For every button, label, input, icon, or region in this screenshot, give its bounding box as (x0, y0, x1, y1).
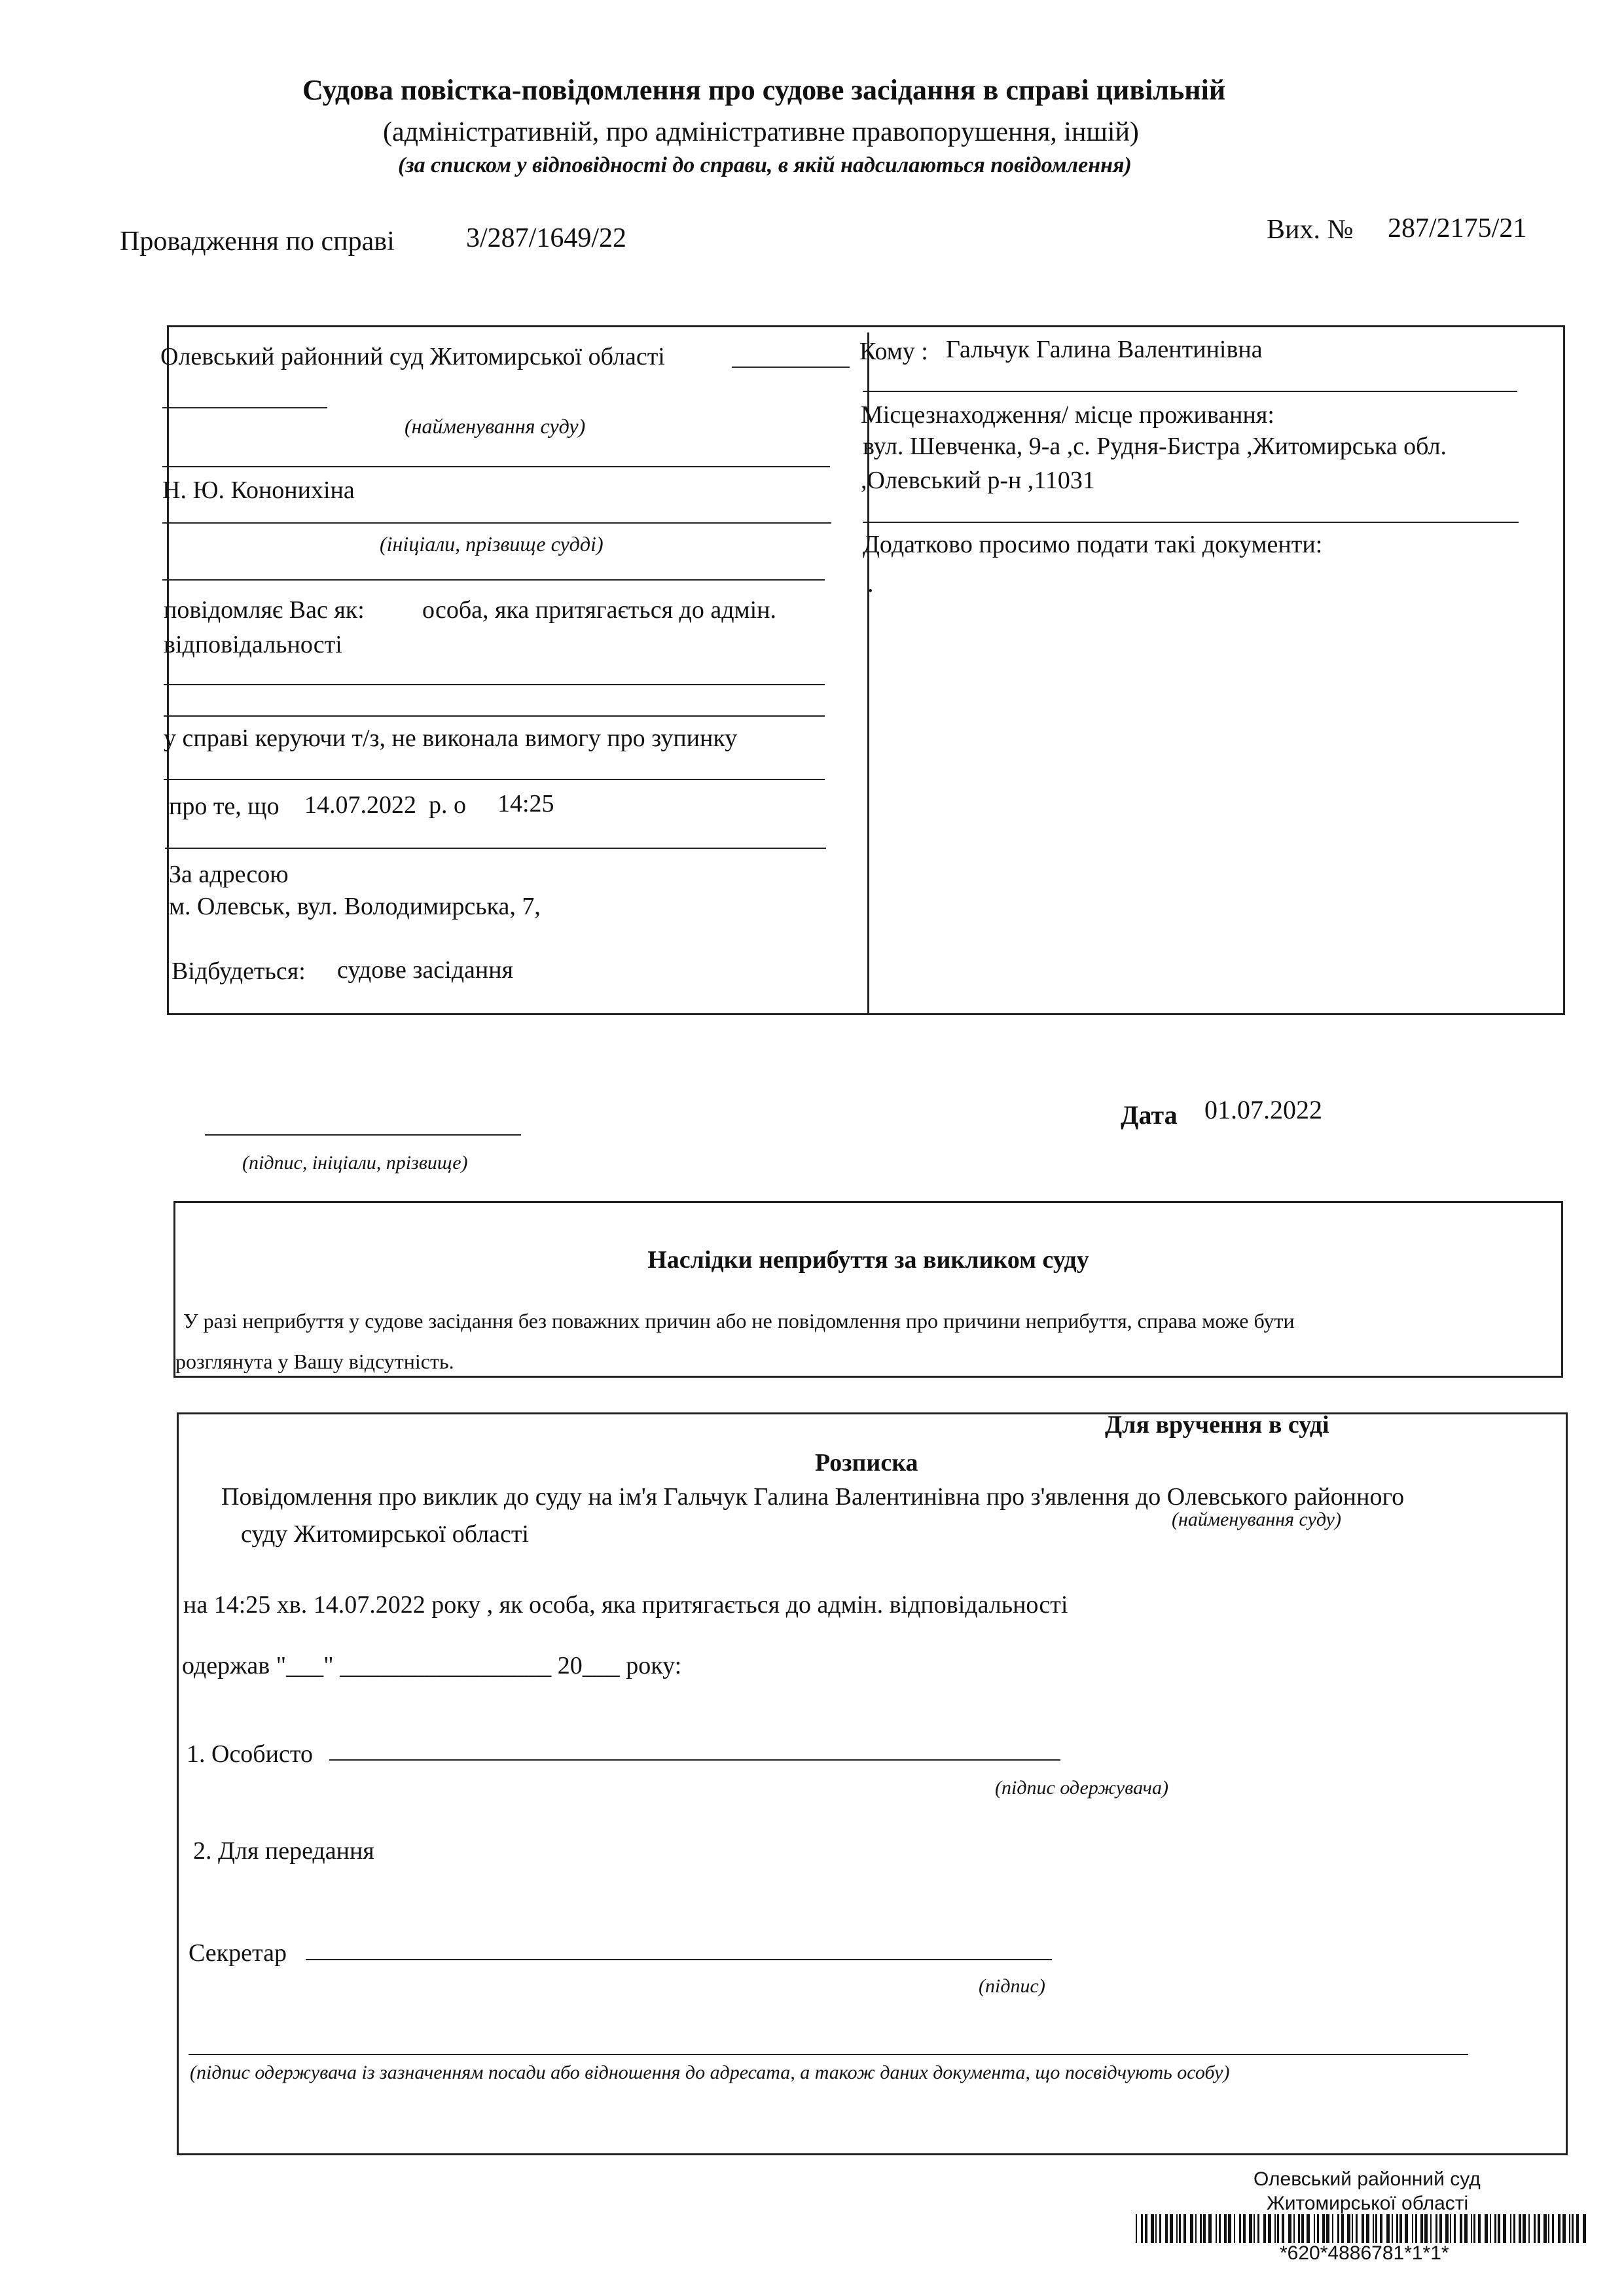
documents-value: . (867, 570, 874, 598)
hearing-date: 14.07.2022 (304, 791, 416, 819)
event-label: Відбудеться: (171, 958, 306, 985)
page-title: Судова повістка-повідомлення про судове засідання в справі цивільній (302, 74, 1226, 106)
receipt-line-2: суду Житомирської області (241, 1520, 529, 1548)
bottom-caption: (підпис одержувача із зазначенням посади або відношення до адресата, а також даних документа, що посвідчують особу) (190, 2062, 1230, 2083)
personally-label: 1. Особисто (187, 1740, 313, 1768)
hearing-address: м. Олевськ, вул. Володимирська, 7, (169, 893, 541, 920)
secretary-label: Секретар (189, 1939, 287, 1967)
header-note: (за списком у відповідності до справи, в якій надсилаються повідомлення) (398, 153, 1132, 177)
recipient-address-2: ,Олевський р-н ,11031 (861, 467, 1095, 494)
received-line: одержав "___" _________________ 20___ року: (182, 1652, 682, 1679)
date-label: Дата (1121, 1100, 1178, 1130)
court-name: Олевський районний суд Житомирської області (160, 343, 665, 370)
outgoing-label: Вих. № (1267, 215, 1354, 245)
recipient-name: Гальчук Галина Валентинівна (946, 336, 1263, 363)
signature-line (205, 1134, 521, 1136)
recipient-signature-caption: (підпис одержувача) (995, 1777, 1168, 1799)
date-value: 01.07.2022 (1204, 1095, 1322, 1124)
secretary-sign-caption: (підпис) (979, 1975, 1045, 1997)
for-court-label: Для вручення в суді (1105, 1411, 1329, 1439)
consequences-title: Наслідки неприбуття за викликом суду (647, 1246, 1089, 1274)
stamp-line-2: Житомирської області (1267, 2193, 1469, 2214)
case-label: Провадження по справі (120, 226, 395, 257)
receipt-line-1: Повідомлення про виклик до суду на ім'я Гальчук Галина Валентинівна про з'явлення до Олевського районного (221, 1483, 1405, 1511)
barcode-code: *620*4886781*1*1* (1280, 2242, 1449, 2264)
notify-value-1: особа, яка притягається до адмін. (422, 596, 777, 624)
transfer-label: 2. Для передання (193, 1837, 374, 1865)
judge-caption: (ініціали, прізвище судді) (380, 532, 604, 556)
notify-label: повідомляє Вас як: (164, 596, 365, 624)
receipt-court-caption: (найменування суду) (1172, 1509, 1341, 1530)
location-label: Місцезнаходження/ місце проживання: (861, 401, 1274, 429)
bottom-signature-line (189, 2054, 1468, 2055)
case-number: 3/287/1649/22 (466, 223, 627, 253)
stamp-line-1: Олевський районний суд (1254, 2168, 1481, 2190)
case-description: у справі керуючи т/з, не виконала вимогу про зупинку (164, 725, 738, 752)
recipient-label: Кому : (859, 338, 928, 365)
event-value: судове засідання (337, 956, 514, 984)
hearing-about-label: про те, що (169, 793, 280, 820)
page-subtitle: (адміністративній, про адміністративне правопорушення, іншій) (383, 117, 1139, 147)
outgoing-number: 287/2175/21 (1388, 213, 1527, 243)
barcode (1136, 2214, 1594, 2243)
documents-label: Додатково просимо подати такі документи: (863, 531, 1323, 558)
consequences-text-1: У разі неприбуття у судове засідання без поважних причин або не повідомлення про причини неприбуття, справа може бути (183, 1309, 1295, 1333)
secretary-signature-line (306, 1959, 1052, 1960)
recipient-address-1: вул. Шевченка, 9-а ,с. Рудня-Бистра ,Житомирська обл. (863, 433, 1447, 460)
address-label: За адресою (169, 861, 289, 888)
notify-value-2: відповідальності (164, 631, 342, 658)
court-caption: (найменування суду) (405, 414, 586, 438)
hearing-r-o: р. о (429, 791, 466, 819)
receipt-title: Розписка (815, 1449, 918, 1477)
consequences-text-2: розглянута у Вашу відсутність. (175, 1350, 454, 1373)
signature-caption: (підпис, ініціали, прізвище) (242, 1152, 468, 1174)
receipt-time-line: на 14:25 хв. 14.07.2022 року , як особа, яка притягається до адмін. відповідальності (183, 1591, 1068, 1619)
judge-name: Н. Ю. Кононихіна (162, 476, 355, 504)
hearing-time: 14:25 (497, 790, 554, 817)
personally-signature-line (329, 1759, 1060, 1761)
